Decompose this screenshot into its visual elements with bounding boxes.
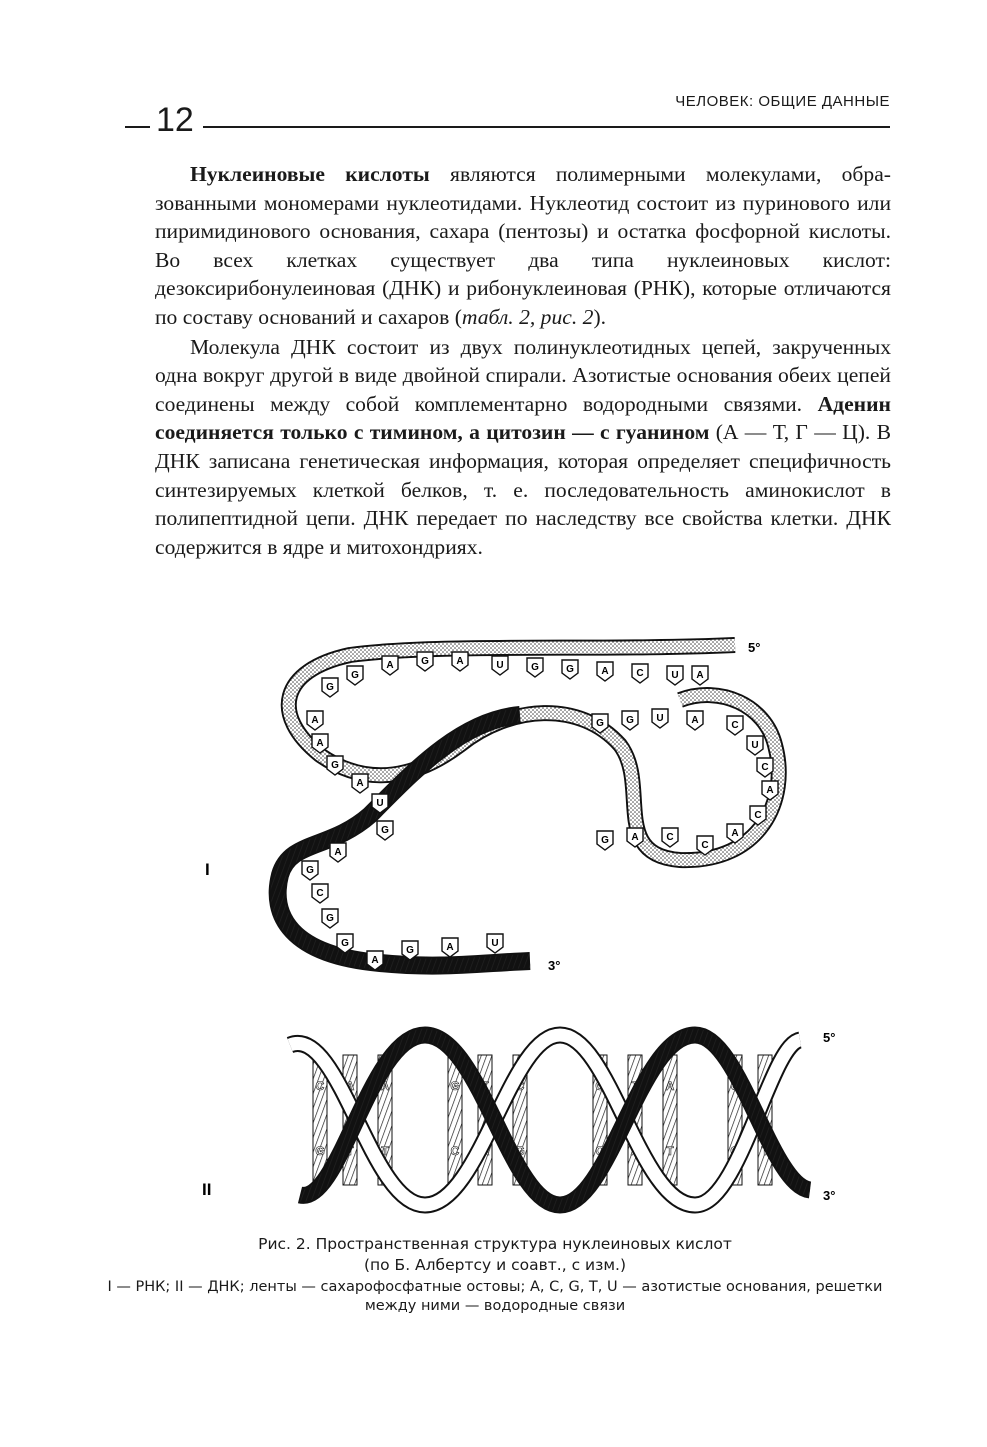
svg-text:G: G — [531, 662, 539, 673]
rna-label: I — [205, 860, 210, 879]
svg-text:U: U — [656, 713, 664, 724]
header-rule-right — [203, 126, 890, 128]
svg-text:G: G — [421, 656, 429, 667]
svg-text:A: A — [601, 666, 609, 677]
svg-text:C: C — [450, 1144, 460, 1158]
svg-text:C: C — [315, 1079, 325, 1093]
rna-base — [487, 934, 503, 953]
svg-text:G: G — [406, 945, 414, 956]
svg-text:A: A — [386, 660, 394, 671]
svg-text:C: C — [731, 720, 739, 731]
svg-text:G: G — [601, 835, 609, 846]
svg-text:A: A — [311, 715, 319, 726]
svg-text:A: A — [696, 670, 704, 681]
svg-text:G: G — [341, 938, 349, 949]
svg-text:G: G — [596, 718, 604, 729]
rna-base — [562, 660, 578, 679]
svg-text:G: G — [381, 825, 389, 836]
rna-base — [527, 658, 543, 677]
svg-text:A: A — [345, 1079, 355, 1093]
svg-text:U: U — [671, 670, 679, 681]
svg-text:G: G — [566, 664, 574, 675]
rna-base — [492, 656, 508, 675]
rna-base — [632, 664, 648, 683]
svg-text:U: U — [751, 740, 759, 751]
svg-text:C: C — [636, 668, 644, 679]
paragraph2-text: Молекула ДНК состоит из двух полинуклеотидных цепей, закрученных одна вокруг другой в виде двойной спирали. Азотистые основания обеих цепей соединены между собой комплементарно водородными связями. — [155, 334, 891, 416]
rna-base — [417, 652, 433, 671]
svg-text:G: G — [326, 913, 334, 924]
svg-text:C: C — [316, 888, 324, 899]
svg-text:C: C — [730, 1079, 740, 1093]
rna-base — [667, 666, 683, 685]
figure-reference: табл. 2, рис. 2 — [461, 304, 594, 329]
rna-base — [377, 821, 393, 840]
paragraph2-rest: (А — Т, Г — Ц). В ДНК записана генетическая информация, которая определяет специфичность синтезируемых клеткой белков, т. е. последовательность аминокислот в полипептидной цепи. ДНК передает по наследству все свойства клетки. ДНК содержится в ядре и митохондриях. — [155, 420, 891, 559]
figure-caption-legend: I — РНК; II — ДНК; ленты — сахарофосфатные остовы; А, С, G, T, U — азотистые основания, решетки между ними — водородные связи — [107, 1279, 883, 1314]
rna-base — [442, 938, 458, 957]
svg-text:G: G — [326, 682, 334, 693]
rna-base — [302, 861, 318, 880]
svg-text:A: A — [371, 955, 379, 966]
svg-text:A: A — [766, 785, 774, 796]
dna-base-pair — [663, 1055, 677, 1185]
svg-text:G: G — [450, 1079, 460, 1093]
figure-caption-title: Рис. 2. Пространственная структура нуклеиновых кислот — [258, 1235, 732, 1253]
svg-text:G: G — [626, 715, 634, 726]
svg-text:C: C — [761, 762, 769, 773]
svg-text:G: G — [515, 1144, 525, 1158]
svg-text:T: T — [761, 1144, 769, 1158]
page-number: 12 — [156, 101, 194, 139]
paragraph1-end: ). — [593, 304, 607, 329]
svg-text:T: T — [666, 1144, 674, 1158]
dna-base-pair — [448, 1055, 462, 1185]
rna-base — [307, 711, 323, 730]
dna-structure — [202, 1030, 835, 1205]
svg-text:A: A — [316, 738, 324, 749]
rna-structure — [205, 640, 779, 973]
svg-text:A: A — [380, 1079, 390, 1093]
rna-base — [597, 831, 613, 850]
svg-text:C: C — [754, 810, 762, 821]
svg-text:A: A — [665, 1079, 675, 1093]
rna-base — [597, 662, 613, 681]
body-text — [155, 160, 891, 561]
svg-text:T: T — [481, 1079, 489, 1093]
svg-text:A: A — [731, 828, 739, 839]
figure-caption-source: (по Б. Албертсу и соавт., с изм.) — [363, 1256, 627, 1274]
nucleic-acid-structure-figure — [180, 625, 870, 1225]
svg-text:A: A — [356, 778, 364, 789]
rna-5-prime-label: 5° — [748, 640, 761, 655]
svg-text:A: A — [334, 847, 342, 858]
pairing-rule: Аденин соединяется только с тимином, а цитозин — с гуанином — [155, 391, 891, 445]
svg-text:C: C — [595, 1144, 605, 1158]
rna-base — [757, 758, 773, 777]
svg-text:G: G — [315, 1144, 325, 1158]
svg-text:A: A — [691, 715, 699, 726]
rna-base — [652, 709, 668, 728]
svg-text:C: C — [666, 832, 674, 843]
rna-base — [662, 828, 678, 847]
svg-text:A: A — [456, 656, 464, 667]
paragraph1-text: являются полимерными молекулами, образованными мономерами нуклеотидами. Нуклеотид состоит из пуринового или пиримидинового основания, сахара (пентозы) и остатка фосфорной кислоты. Во всех клетках существует два типа нуклеиновых кислот: дезоксирибонулеиновая (ДНК) и рибонуклеиновая (РНК), которые отличаются по составу оснований и сахаров ( — [155, 162, 891, 329]
svg-text:A: A — [446, 942, 454, 953]
dna-5-prime-label: 5° — [823, 1030, 836, 1045]
bold-lead-term: Нуклеиновые кислоты — [190, 162, 430, 186]
svg-text:U: U — [491, 938, 499, 949]
rna-base — [622, 711, 638, 730]
paragraph-nucleic-acids — [155, 160, 891, 332]
svg-text:A: A — [630, 1144, 640, 1158]
svg-text:U: U — [376, 798, 384, 809]
svg-text:G: G — [730, 1144, 740, 1158]
dna-3-prime-label: 3° — [823, 1188, 836, 1203]
rna-base — [747, 736, 763, 755]
svg-text:A: A — [631, 832, 639, 843]
dna-label: II — [202, 1180, 212, 1199]
paragraph-dna-molecule — [155, 333, 891, 562]
rna-base — [452, 652, 468, 671]
rna-base — [330, 843, 346, 862]
svg-text:A: A — [760, 1079, 770, 1093]
running-title: ЧЕЛОВЕК: ОБЩИЕ ДАННЫЕ — [675, 93, 890, 110]
rna-base — [687, 711, 703, 730]
svg-text:A: A — [480, 1144, 490, 1158]
svg-text:T: T — [346, 1144, 354, 1158]
rna-base — [322, 678, 338, 697]
rna-base — [692, 666, 708, 685]
svg-text:T: T — [381, 1144, 389, 1158]
svg-text:G: G — [595, 1079, 605, 1093]
rna-base — [352, 774, 368, 793]
svg-text:C: C — [515, 1079, 525, 1093]
svg-text:G: G — [331, 760, 339, 771]
header-rule-left — [125, 126, 150, 128]
rna-base — [382, 656, 398, 675]
svg-text:U: U — [496, 660, 504, 671]
svg-text:G: G — [351, 670, 359, 681]
rna-base — [727, 716, 743, 735]
svg-text:C: C — [701, 840, 709, 851]
rna-base — [312, 884, 328, 903]
svg-text:T: T — [631, 1079, 639, 1093]
rna-3-prime-label: 3° — [548, 958, 561, 973]
rna-base — [347, 666, 363, 685]
rna-base — [322, 909, 338, 928]
svg-text:G: G — [306, 865, 314, 876]
